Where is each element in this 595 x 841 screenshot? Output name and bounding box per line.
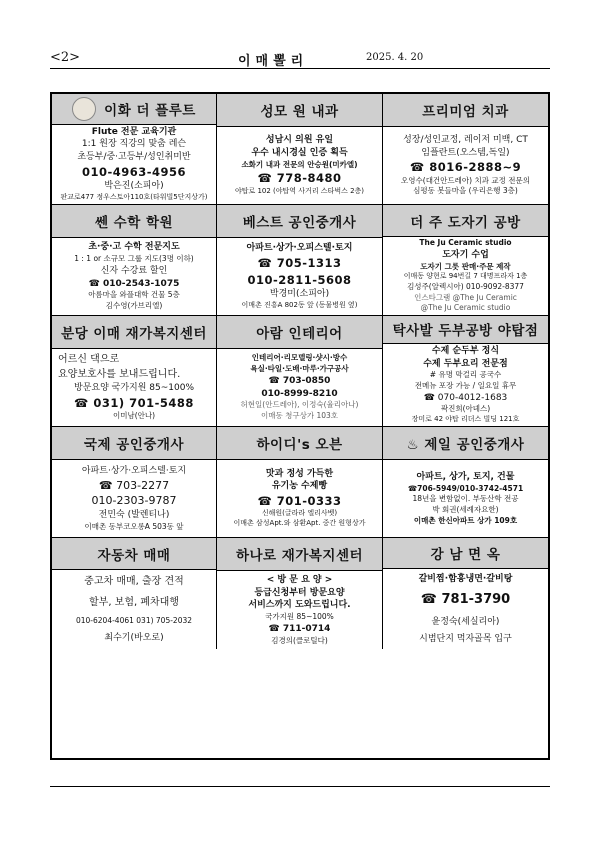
ad-line: 국가지원 85~100% [265,612,334,622]
ad-phone: ☎706-5949/010-3742-4571 [407,483,524,493]
ad-address: 시범단지 먹자골목 입구 [419,633,512,644]
ad-contact-name: 박은진(소피아) [104,181,164,192]
ad-line: # 유명 막걸리 공국수 [429,370,502,380]
issue-date: 2025. 4. 20 [366,52,424,63]
ad-seongmo-clinic [217,94,383,205]
ad-phone: ☎ 703-2277 [98,478,170,492]
ad-phone: ☎ 705-1313 [257,256,342,271]
ad-line: 수제 두부요리 전문점 [423,358,508,369]
ad-line: 도자기 그릇 판매·주문 제작 [420,261,511,271]
ad-address: 이매촌 삼성Apt.와 삼환Apt. 중간 원형상가 [233,519,366,528]
ad-line: 초·중·고 수학 전문지도 [88,242,180,253]
ad-line: 1:1 원장 직강의 맞춤 레슨 [81,139,187,150]
ad-phone: ☎ 711-0714 [268,623,331,634]
ad-line: 전메뉴 포장 가능 / 일요일 휴무 [414,381,517,391]
ad-title: 아람 인테리어 [217,316,382,349]
ad-title: 하나로 재가복지센터 [217,538,382,571]
ad-phone: ☎ 778-8480 [257,171,342,186]
ad-line: 18년을 변함없이. 부동산학 전공 [412,494,519,504]
ad-line: 서비스까지 도와드립니다. [248,600,351,611]
ad-phone: ☎ 781-3790 [420,592,511,608]
ad-line: 아파트, 상가, 토지, 건물 [416,471,515,482]
ad-aram-interior [217,316,383,427]
ad-address: 이매동 청구상가 103호 [260,410,339,420]
ad-title: 베스트 공인중개사 [217,205,382,238]
ad-line: 할부, 보험, 폐차대행 [89,597,179,609]
ad-phone: ☎ 070-4012-1683 [423,392,508,403]
header-rule [50,68,550,69]
ad-line: 맛과 정성 가득한 [265,468,334,479]
academy-logo [72,97,96,121]
ad-line: 성장/성인교정, 레이저 미백, CT [403,134,528,145]
ad-taksabal-tofu [383,316,548,427]
ad-gangnam-myeonok [383,538,548,649]
ad-line: 인테리어·리모델링·샷시·방수 [251,353,348,363]
ad-title: ♨ 제일 공인중개사 [383,427,548,460]
ad-the-ju-ceramic [383,205,548,316]
ad-title: 탁사발 두부공방 야탑점 [383,316,548,344]
ad-contact-name: 박 회권(세례자요한) [432,504,499,514]
ad-bundang-welfare-center [52,316,217,427]
ad-contact-name: 이미남(안나) [112,410,156,420]
ad-line: 1 : 1 or 소규모 그룹 지도(3명 이하) [74,254,194,264]
ad-line: 우수 내시경실 인증 획득 [251,148,348,159]
ad-address: 이매촌 진흥A 802동 앞 (동물병원 옆) [241,300,358,309]
ad-contact: 김성주(알렉시아) 010-9092-8377 [407,282,524,292]
ad-best-realty [217,205,383,316]
ad-premium-dental [383,94,548,205]
ad-contact-name: 최수기(바오로) [104,633,164,644]
ad-address: 심평동 봇들마을 (우리은행 3층) [413,186,518,196]
ad-mobile: 010-2811-5608 [247,272,352,287]
ad-contact-name: 오영수(대건안드레아) 치과 교정 전문의 [401,175,530,185]
ad-hanaro-welfare-center [217,538,383,649]
ad-heidis-oven [217,427,383,538]
ad-line: 욕실·타일·도배·마루·가구공사 [250,364,349,374]
ad-address: 판교로477 정우스토아110호(타워빌5단지상가) [60,193,208,202]
ad-line: 갈비찜·함흥냉면·갈비탕 [418,574,513,585]
ad-title: 쎈 수학 학원 [52,205,216,238]
ad-flute-academy [52,94,217,205]
ad-address: 이매촌 동부코오롱A 503동 앞 [84,521,184,531]
ad-line: 신자 수강료 할인 [100,265,168,276]
ad-line: Flute 전문 교육기관 [91,126,177,137]
ad-title: 하이디's 오븐 [217,427,382,460]
ad-contact-name: 박경미(소피아) [269,288,330,299]
ad-phone: ☎ 010-2543-1075 [88,278,180,289]
ad-line: 중고차 매매, 출장 견적 [84,576,184,588]
ad-contact-name: 김수영(가브리엘) [105,300,163,310]
ad-title: 프리미엄 치과 [383,94,548,127]
ad-line: 소화기 내과 전문의 안승원(미카엘) [241,159,358,169]
ad-phone: 010-4963-4956 [81,164,187,179]
ad-line: 아파트·상가·오피스텔·토지 [246,243,353,254]
ad-phone: ☎ 031) 701-5488 [74,395,194,410]
ad-mobile: 010-2303-9787 [91,494,177,508]
ad-address: 이매동 양현로 94번길 7 대명프라자 1층 [403,272,528,281]
ad-line: 도자기 수업 [442,249,489,260]
ad-line: 방문요양 국가지원 85~100% [74,382,194,393]
page-header [50,46,550,68]
ad-line: 등급신청부터 방문요양 [254,587,345,598]
ad-phone: ☎ 8016-2888~9 [409,160,522,175]
ad-line: 초등부/중·고등부/성인취미반 [77,152,191,163]
ad-grid [50,92,550,760]
ad-line: 성남시 의원 유일 [265,135,334,146]
ad-contact-name: 김경의(클로틸다) [271,635,328,645]
ad-line: 아파트·상가·오피스텔·토지 [81,465,187,476]
ad-line: 수제 순두부 정식 [431,345,500,356]
ad-gukje-realty [52,427,217,538]
ad-instagram: @The Ju Ceramic studio [420,303,511,313]
ad-mobile: 010-8999-8210 [261,388,338,399]
ad-address: 아름마을 와플대학 건물 5층 [88,290,180,300]
ad-address: 이매촌 한신아파트 상가 109호 [413,515,518,525]
ad-line: < 방 문 요 양 > [266,574,333,585]
ad-phone: 010-6204-4061 031) 705-2032 [75,616,193,626]
ad-jeil-realty [383,427,548,538]
ad-line: 임플란트(오스템,독일) [421,147,510,158]
ad-line: 유기농 수제빵 [271,481,328,492]
ad-contact-name: 전민숙 (발렌티나) [98,509,170,520]
newsletter-title: 이매뽈리 [238,54,309,69]
ad-title: 더 주 도자기 공방 [383,205,548,237]
ad-title: 이화 더 플루트 [104,102,196,119]
ad-title: 강 남 면 옥 [383,538,548,569]
ad-instagram: 인스타그램 @The Ju Ceramic [414,292,517,302]
ad-contact-name: 신해원(글라라 엘리사벳) [261,509,338,518]
ad-car-dealer [52,538,217,649]
ad-address: 야탑로 102 (야탑역 사거리 스타벅스 2층) [234,186,365,195]
ad-title: 자동차 매매 [52,538,216,570]
ad-title: 성모 원 내과 [217,94,382,127]
ad-line: 어르신 댁으로 [58,354,120,366]
ad-line: The Ju Ceramic studio [419,238,512,248]
ad-contact-name: 허현일(안드레아), 이정숙(율리아나) [240,400,359,410]
ad-title: 국제 공인중개사 [52,427,216,460]
ad-contact-name: 곽진희(아녜스) [440,404,491,414]
ad-title: 분당 이매 재가복지센터 [52,316,216,349]
ad-phone: ☎ 703-0850 [268,375,331,386]
ad-address: 장미로 42 야탑 리더스 빌딩 121호 [411,415,520,424]
ad-line: 요양보호사를 보내드립니다. [58,368,181,380]
ad-phone: ☎ 701-0333 [257,494,342,509]
footer-rule [50,786,550,787]
page-number: <2> [50,50,81,65]
ad-contact-name: 윤정숙(세실리아) [431,616,500,627]
ad-math-academy [52,205,217,316]
